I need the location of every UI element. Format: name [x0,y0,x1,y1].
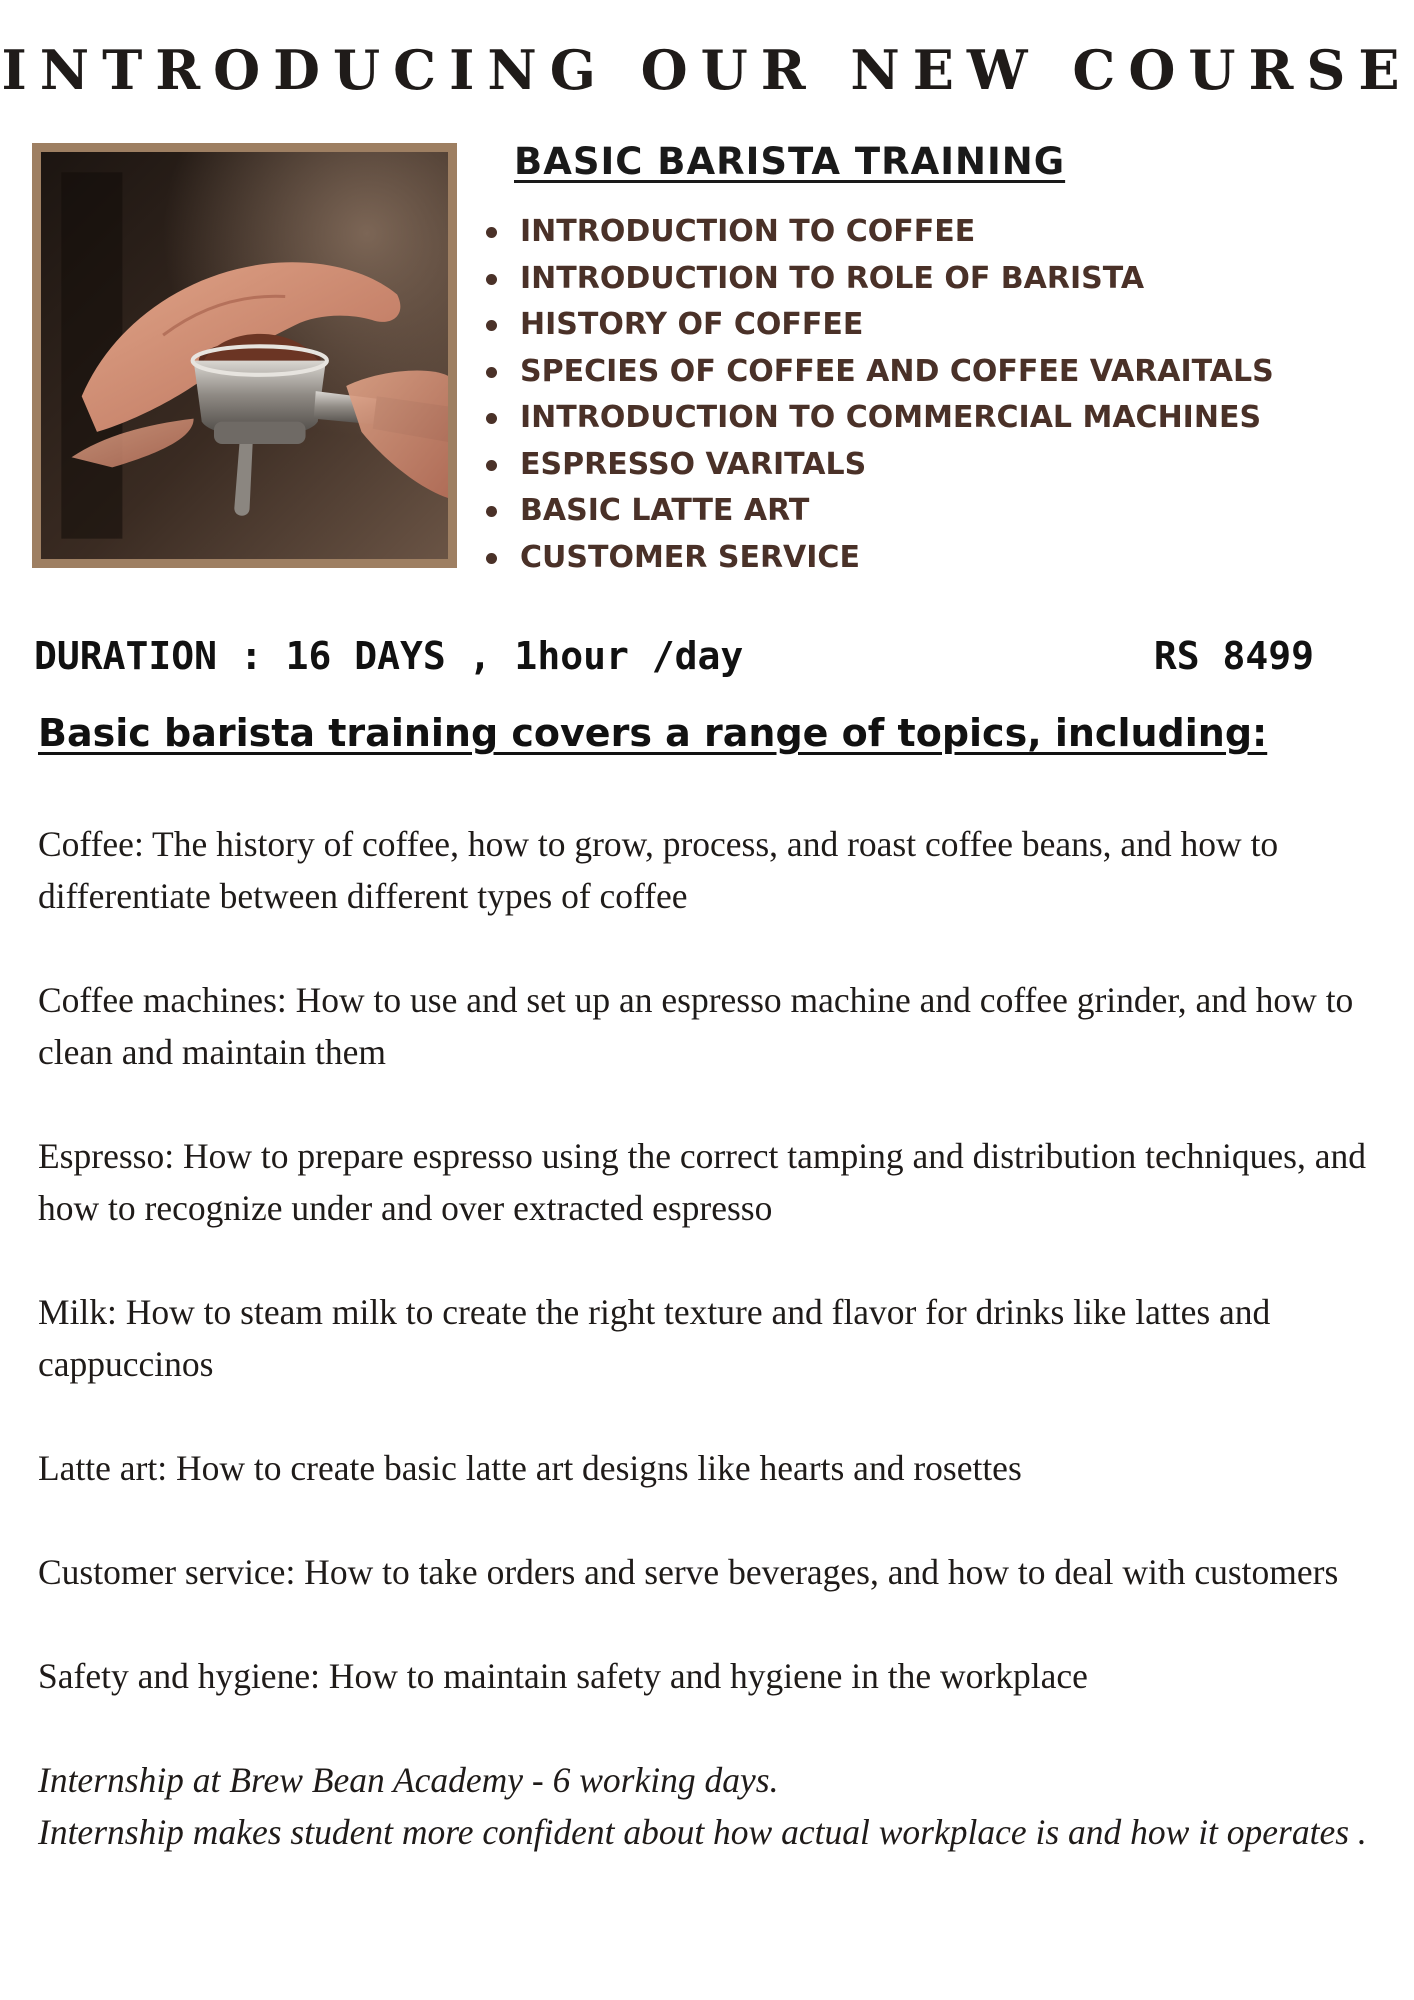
module-list [484,209,1364,581]
bullet-icon [486,320,497,331]
module-label: CUSTOMER SERVICE [520,539,860,575]
topic-paragraph: Coffee: The history of coffee, how to grow, process, and roast coffee beans, and how to differentiate between different types of coffee [38,824,1279,916]
course-title: BASIC BARISTA TRAINING [514,140,1066,183]
module-item [484,302,1364,349]
course-info-row [34,634,1314,684]
photo-frame [32,143,457,568]
bullet-icon [486,460,497,471]
module-item [484,395,1364,442]
barista-portafilter-photo [41,152,448,559]
module-label: INTRODUCTION TO ROLE OF BARISTA [520,260,1145,296]
module-item [484,488,1364,535]
topic-paragraph: Latte art: How to create basic latte art designs like hearts and rosettes [38,1448,1022,1488]
topic-paragraph: Safety and hygiene: How to maintain safety and hygiene in the workplace [38,1656,1088,1696]
bullet-icon [486,553,497,564]
topic-paragraph: Milk: How to steam milk to create the right texture and flavor for drinks like lattes and cappuccinos [38,1292,1271,1384]
module-label: INTRODUCTION TO COMMERCIAL MACHINES [520,400,1262,435]
bullet-icon [486,506,497,517]
module-item [484,256,1364,303]
course-summary [484,140,1364,581]
module-item [484,209,1364,256]
module-label: ESPRESSO VARITALS [520,446,867,482]
topic-paragraph: Customer service: How to take orders and serve beverages, and how to deal with customers [38,1552,1339,1592]
topic-paragraph: Coffee machines: How to use and set up an espresso machine and coffee grinder, and how to clean and maintain them [38,980,1354,1072]
module-label: HISTORY OF COFFEE [520,307,864,342]
internship-note: Internship at Brew Bean Academy - 6 working days. [38,1760,779,1800]
module-item [484,535,1364,582]
internship-description: Internship makes student more confident about how actual workplace is and how it operates . [38,1812,1367,1852]
duration-text: DURATION : 16 DAYS , 1hour /day [34,634,744,678]
bullet-icon [486,274,497,285]
topics-section [38,818,1378,1858]
module-label: SPECIES OF COFFEE AND COFFEE VARAITALS [520,353,1274,389]
bullet-icon [486,413,497,424]
price-text: RS 8499 [1153,634,1314,678]
page-title: INTRODUCING OUR NEW COURSE [1,38,1413,102]
module-label: INTRODUCTION TO COFFEE [520,214,976,249]
bullet-icon [486,227,497,238]
module-item [484,349,1364,396]
coffee-photo-illustration [41,152,448,559]
bullet-icon [486,367,497,378]
module-item [484,442,1364,489]
topics-heading: Basic barista training covers a range of topics, including: [38,711,1268,755]
topic-paragraph: Espresso: How to prepare espresso using the correct tamping and distribution techniques, and how to recognize under and over extracted espresso [38,1136,1366,1228]
module-label: BASIC LATTE ART [520,493,810,528]
